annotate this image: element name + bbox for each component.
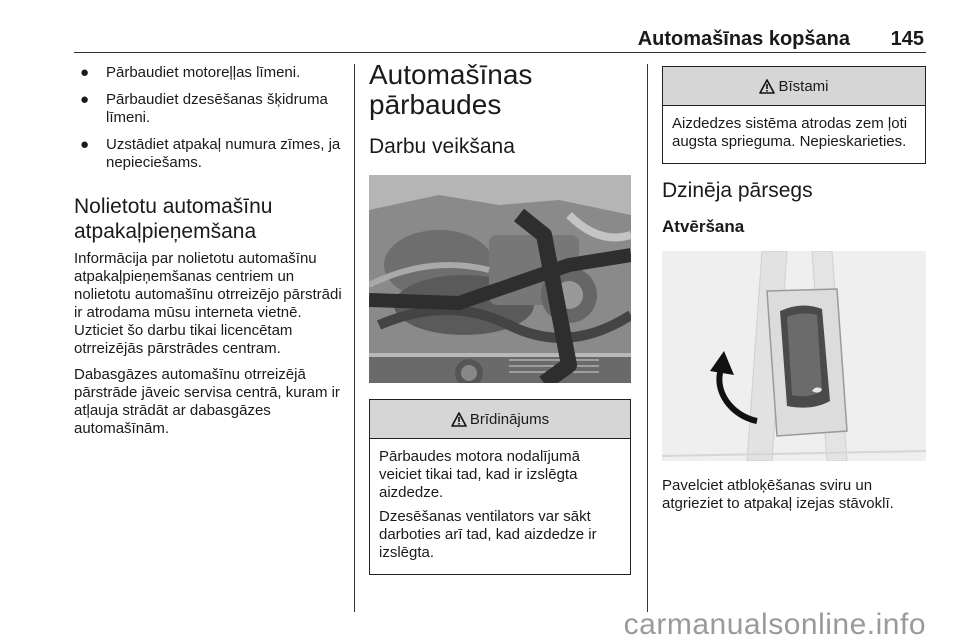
page-number: 145: [890, 28, 924, 50]
column-divider: [354, 64, 355, 612]
watermark: carmanualsonline.info: [623, 608, 926, 641]
running-header-title: Automašīnas kopšana: [637, 28, 850, 50]
list-item: ● Uzstādiet atpakaļ numura zīmes, ja nepieciešams.: [80, 136, 341, 171]
warning-text: Dzesēšanas ventilators var sākt darboties arī tad, kad aizdedze ir izslēgta.: [379, 508, 597, 561]
danger-body: [663, 106, 925, 163]
section-title-bonnet: Dzinēja pārsegs: [662, 179, 813, 202]
danger-heading: Bīstami: [778, 77, 829, 95]
warning-triangle-icon: [759, 79, 775, 94]
chapter-title-line1: Automašīnas: [369, 59, 533, 90]
warning-text: Pārbaudes motora nodalījumā veiciet tikai tad, kad ir izslēgta aizdedze.: [379, 448, 580, 501]
paragraph: Informācija par nolietotu automašīnu atpakaļpieņemšanas centriem un nolietotu automašīnu otrreizējo pārstrādi ir atrodama mūsu interneta vietnē. Uzticiet šo darbu tikai licencētam otrreizējās pārstrādes centram.: [74, 250, 342, 357]
page-header: [74, 26, 926, 53]
warning-header: [370, 400, 630, 439]
warning-triangle-icon: [451, 412, 467, 427]
bullet-icon: ●: [80, 91, 90, 108]
engine-bay-illustration: [369, 175, 631, 383]
release-lever-image: [662, 251, 926, 461]
list-item: ● Pārbaudiet dzesēšanas šķidruma līmeni.: [80, 91, 328, 126]
image-caption: Pavelciet atbloķēšanas sviru un atgrieziet to atpakaļ izejas stāvoklī.: [662, 477, 894, 512]
warning-box: [369, 399, 631, 575]
release-lever-illustration: [662, 251, 926, 461]
column-left: [74, 60, 344, 446]
bullet-icon: ●: [80, 64, 90, 81]
engine-bay-image: [369, 175, 631, 383]
section-title-recycling: Nolietotu automašīnu atpakaļpieņemšana: [74, 195, 273, 243]
column-divider: [647, 64, 648, 612]
list-item: ● Pārbaudiet motoreļļas līmeni.: [80, 64, 301, 81]
warning-body: [370, 439, 630, 574]
checklist: [74, 64, 344, 172]
subheading-opening: Atvēršana: [662, 217, 745, 236]
bullet-icon: ●: [80, 136, 90, 153]
column-right: [662, 60, 926, 521]
danger-header: [663, 67, 925, 106]
paragraph: Dabasgāzes automašīnu otrreizējā pārstrāde jāveic servisa centrā, kuram ir atļauja strādāt ar dabasgāzes automašīnām.: [74, 366, 340, 437]
danger-box: [662, 66, 926, 164]
section-title-procedure: Darbu veikšana: [369, 135, 515, 158]
column-middle: [369, 60, 631, 575]
danger-text: Aizdedzes sistēma atrodas zem ļoti augsta sprieguma. Nepieskarieties.: [672, 115, 908, 150]
chapter-title-line2: pārbaudes: [369, 89, 502, 120]
warning-heading: Brīdinājums: [469, 410, 550, 428]
